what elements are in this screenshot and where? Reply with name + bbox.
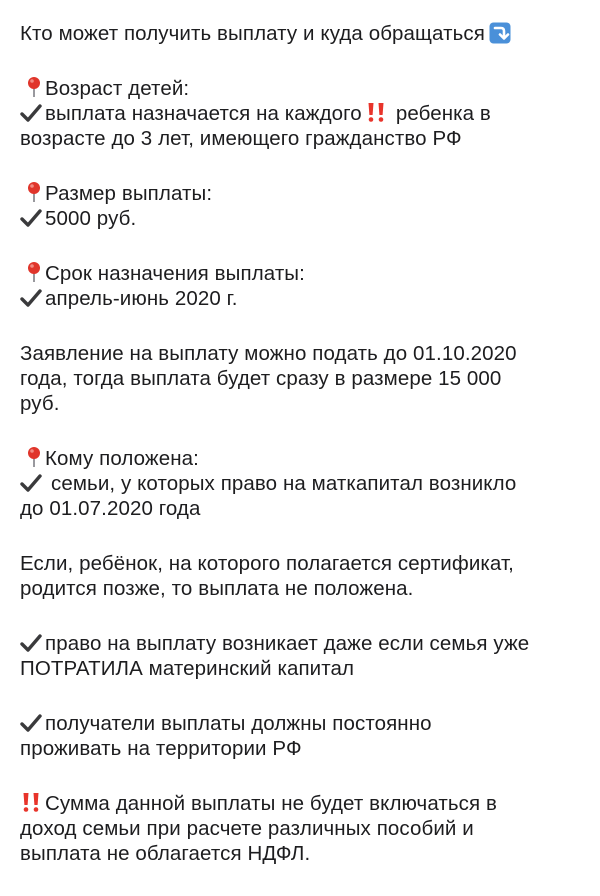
age-line-2: возрасте до 3 лет, имеющего гражданство РФ [20, 127, 462, 150]
application-line-1: Заявление на выплату можно подать до 01.10.2020 [20, 342, 517, 365]
spent-capital-line-2: ПОТРАТИЛА материнский капитал [20, 657, 355, 680]
period-value-line [20, 286, 580, 311]
later-birth-line-2: родится позже, то выплата не положена. [20, 577, 414, 600]
eligible-heading-line [20, 446, 580, 471]
residence-line-2: проживать на территории РФ [20, 737, 302, 760]
age-text-1-end: ребенка в [395, 102, 491, 125]
application-line-3: руб. [20, 392, 60, 415]
age-heading: Возраст детей: [45, 77, 190, 100]
check-mark-icon [20, 288, 42, 308]
double-exclamation-icon [20, 791, 42, 813]
message-title-line [20, 21, 580, 46]
application-line-2: года, тогда выплата будет сразу в размере 15 000 [20, 367, 502, 390]
residence-text-1: получатели выплаты должны постоянно [45, 712, 432, 735]
tax-line-2: доход семьи при расчете различных пособий и [20, 817, 474, 840]
amount-value-line [20, 206, 580, 231]
later-birth-line-1: Если, ребёнок, на которого полагается сертификат, [20, 552, 514, 575]
eligible-line-2: до 01.07.2020 года [20, 497, 201, 520]
check-mark-icon [20, 633, 42, 653]
amount-value: 5000 руб. [45, 207, 137, 230]
eligible-text-1: семьи, у которых право на маткапитал возникло [51, 472, 517, 495]
pushpin-icon [27, 446, 41, 468]
pushpin-icon [27, 261, 41, 283]
period-value: апрель-июнь 2020 г. [45, 287, 238, 310]
tax-line-3: выплата не облагается НДФЛ. [20, 842, 311, 865]
amount-heading: Размер выплаты: [45, 182, 213, 205]
period-heading-line [20, 261, 580, 286]
message-title: Кто может получить выплату и куда обращаться [20, 22, 485, 45]
spent-capital-text-1: право на выплату возникает даже если семья уже [45, 632, 530, 655]
amount-heading-line [20, 181, 580, 206]
eligible-line-1 [20, 471, 580, 496]
period-heading: Срок назначения выплаты: [45, 262, 305, 285]
residence-line-1 [20, 711, 580, 736]
pushpin-icon [27, 76, 41, 98]
check-mark-icon [20, 473, 42, 493]
check-mark-icon [20, 208, 42, 228]
tax-text-1: Сумма данной выплаты не будет включаться в [45, 792, 497, 815]
double-exclamation-icon [365, 101, 387, 123]
tax-line-1 [20, 791, 580, 816]
check-mark-icon [20, 103, 42, 123]
age-heading-line [20, 76, 580, 101]
spent-capital-line-1 [20, 631, 580, 656]
eligible-heading: Кому положена: [45, 447, 199, 470]
check-mark-icon [20, 713, 42, 733]
arrow-right-curving-down-icon [489, 22, 511, 44]
age-line-1 [20, 101, 580, 126]
age-text-1: выплата назначается на каждого [45, 102, 362, 125]
pushpin-icon [27, 181, 41, 203]
